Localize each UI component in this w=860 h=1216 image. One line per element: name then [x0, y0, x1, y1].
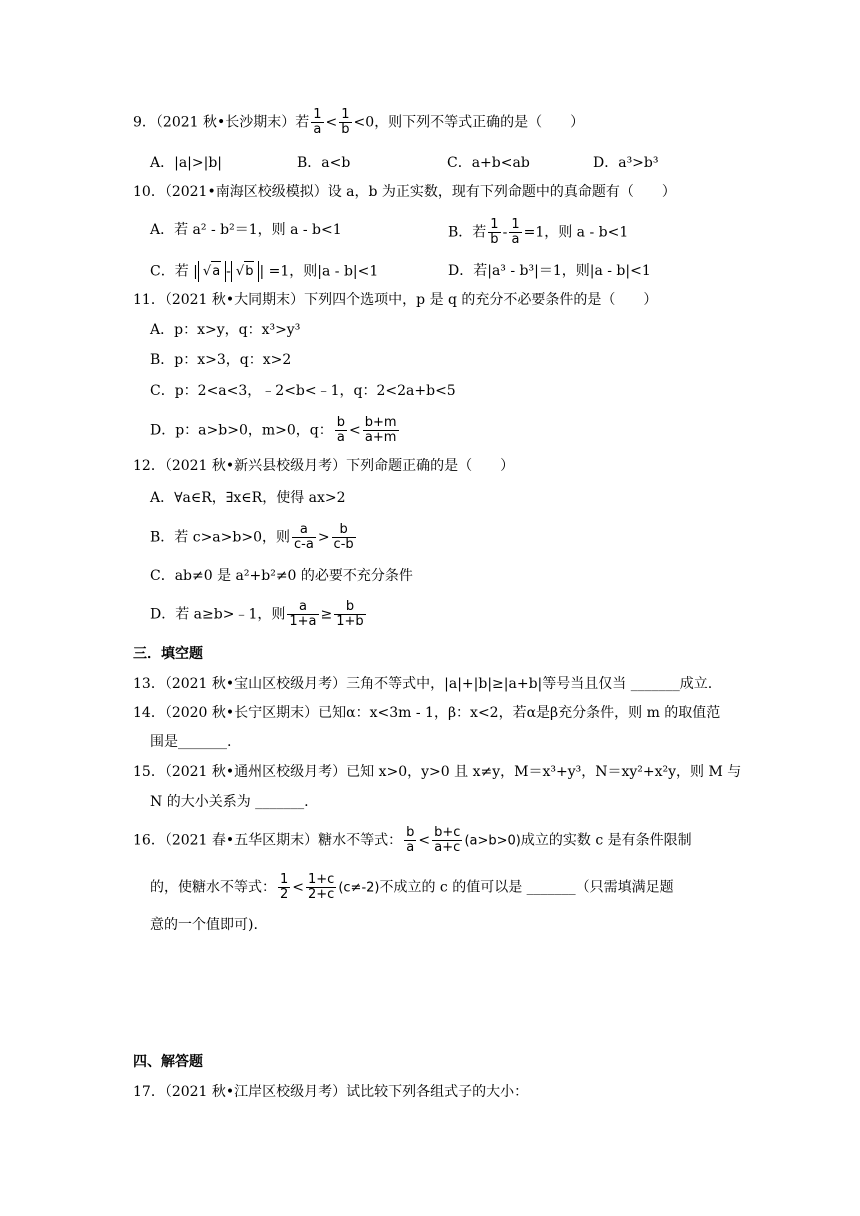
- fraction: $\frac{b+c}{a+c}$: [434, 825, 461, 855]
- q12-stem: 12．（2021 秋•新兴县校级月考）下列命题正确的是（ ）: [133, 458, 515, 474]
- fraction: $\frac{a}{c-a}$: [294, 522, 314, 552]
- fraction: $\frac{1}{b}$: [341, 107, 350, 137]
- fraction: $\frac{1+c}{2+c}$: [308, 872, 335, 902]
- q14-stem-line2: 围是_______.: [150, 734, 232, 750]
- q13-stem: 13．（2021 秋•宝山区校级月考）三角不等式中，|a|+|b|≥|a+b|等号当且仅当 _______成立.: [133, 676, 713, 692]
- q15-stem-line2: N 的大小关系为 _______.: [150, 794, 309, 810]
- q10-option-c: C．若 | √a - √b | =1，则|a - b|<1: [150, 261, 378, 282]
- section-heading-solutions: 四、解答题: [133, 1054, 203, 1070]
- q9-option-d: D．a³>b³: [593, 155, 659, 171]
- q11-option-d: D．p：a>b>0，m>0，q： $\frac{b}{a}$ < $\frac{b+m}{a+m}$: [150, 415, 397, 445]
- q12-option-b: B．若 c>a>b>0，则 $\frac{a}{c-a}$ > $\frac{b}{c-b}$: [150, 522, 354, 552]
- fraction: $\frac{b}{a}$: [336, 415, 346, 445]
- q12-option-a: A．∀a∈R，∃x∈R，使得 ax>2: [150, 490, 346, 506]
- fraction: $\frac{1}{a}$: [511, 217, 520, 247]
- q11-option-b: B．p：x>3，q：x>2: [150, 352, 292, 368]
- fraction: $\frac{b}{a}$: [406, 825, 415, 855]
- fraction: $\frac{b}{c-b}$: [333, 522, 354, 552]
- sqrt-a: √a: [198, 261, 226, 282]
- q16-stem-line1: 16．（2021 春•五华区期末）糖水不等式： $\frac{b}{a}$ < $\frac{b+c}{a+c}$ (a>b>0)成立的实数 c 是有条件限制: [133, 825, 692, 855]
- q12-option-d: D．若 a≥b>﹣1，则 $\frac{a}{1+a}$ ≥ $\frac{b}{1+b}$: [150, 599, 364, 629]
- q9-option-a: A．|a|>|b|: [150, 155, 223, 171]
- q16-stem-line2: 的，使糖水不等式： $\frac{1}{2}$ < $\frac{1+c}{2+c}$ (c≠-2)不成立的 c 的值可以是 _______（只需填满足题: [150, 872, 674, 902]
- fraction: $\frac{b}{1+b}$: [336, 599, 364, 629]
- sqrt-b: √b: [231, 261, 260, 282]
- fraction: $\frac{1}{a}$: [313, 107, 322, 137]
- q11-option-c: C．p：2<a<3，﹣2<b<﹣1，q：2<2a+b<5: [150, 383, 456, 399]
- fraction: $\frac{a}{1+a}$: [289, 599, 317, 629]
- q12-option-c: C．ab≠0 是 a²+b²≠0 的必要不充分条件: [150, 568, 413, 584]
- section-heading-fill-in: 三．填空题: [133, 646, 203, 662]
- q11-stem: 11．（2021 秋•大同期末）下列四个选项中，p 是 q 的充分不必要条件的是（ ）: [133, 292, 658, 308]
- q9-option-c: C．a+b<ab: [447, 155, 530, 171]
- fraction: $\frac{b+m}{a+m}$: [364, 415, 397, 445]
- q11-option-a: A．p：x>y，q：x³>y³: [150, 322, 301, 338]
- q10-option-a: A．若 a² - b²＝1，则 a - b<1: [150, 222, 342, 238]
- q17-stem: 17．（2021 秋•江岸区校级月考）试比较下列各组式子的大小：: [133, 1084, 529, 1100]
- q16-stem-line3: 意的一个值即可).: [150, 917, 258, 933]
- q10-option-d: D．若|a³ - b³|＝1，则|a - b|<1: [448, 263, 651, 279]
- fraction: $\frac{1}{b}$: [490, 217, 499, 247]
- fraction: $\frac{1}{2}$: [280, 872, 289, 902]
- q9-stem: 9．（2021 秋•长沙期末）若 $\frac{1}{a}$ < $\frac{1}{b}$ <0，则下列不等式正确的是（ ）: [133, 107, 585, 137]
- q15-stem-line1: 15．（2021 秋•通州区校级月考）已知 x>0，y>0 且 x≠y，M＝x³+y³，N＝xy²+x²y，则 M 与: [133, 764, 742, 780]
- q10-stem: 10．（2021•南海区校级模拟）设 a，b 为正实数，现有下列命题中的真命题有（ ）: [133, 184, 676, 200]
- q14-stem-line1: 14．（2020 秋•长宁区期末）已知α：x<3m - 1，β：x<2，若α是β充分条件，则 m 的取值范: [133, 705, 721, 721]
- q10-option-b: B．若 $\frac{1}{b}$ - $\frac{1}{a}$ =1，则 a - b<1: [448, 217, 629, 247]
- q9-option-b: B．a<b: [297, 155, 351, 171]
